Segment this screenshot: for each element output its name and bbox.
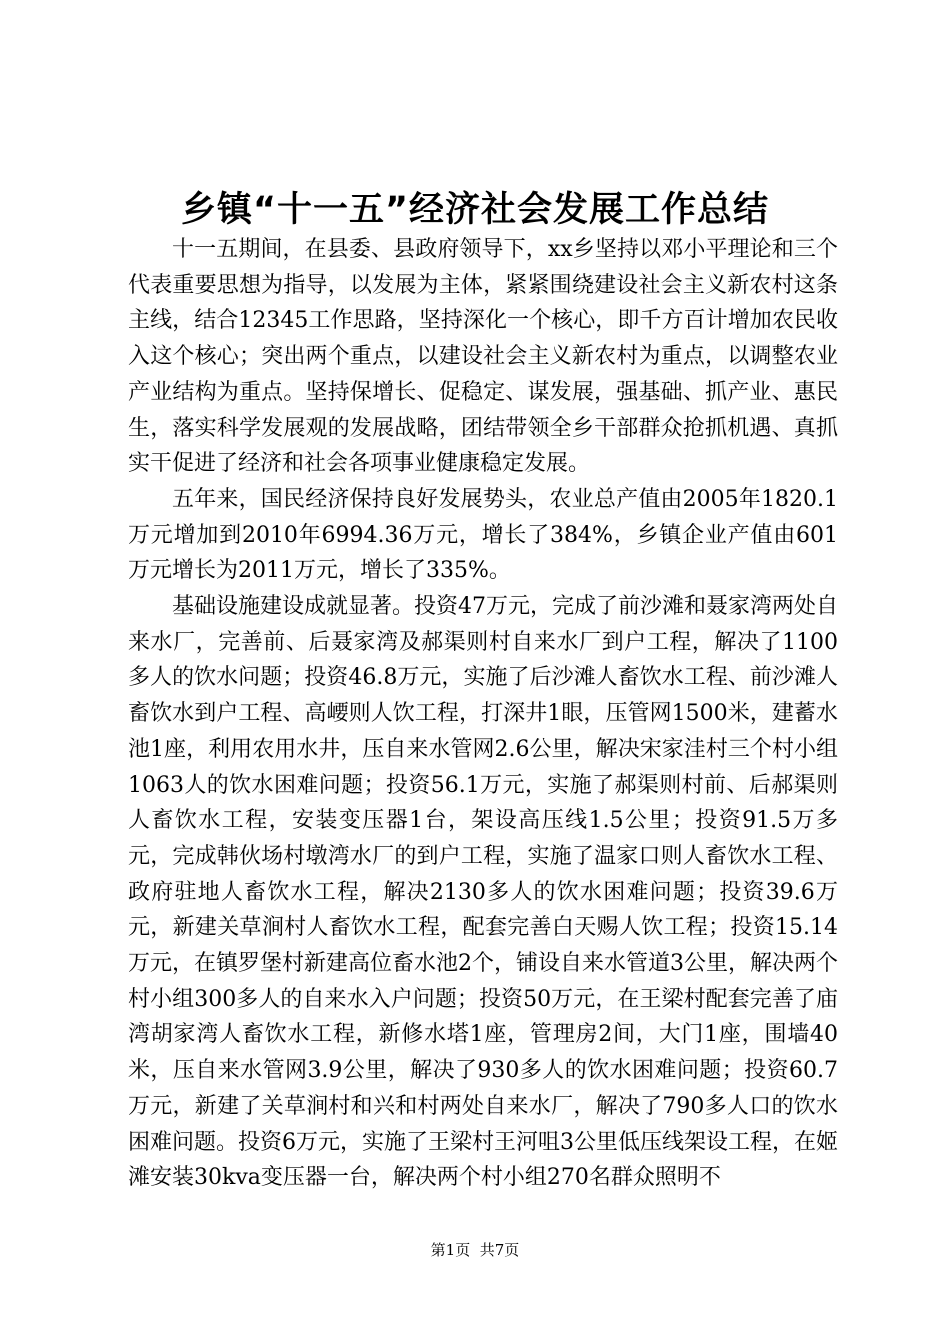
page-total: 共7页 xyxy=(479,1241,520,1259)
paragraph-overview: 十一五期间，在县委、县政府领导下，xx乡坚持以邓小平理论和三个代表重要思想为指导，以发展为主体，紧紧围绕建设社会主义新农村这条主线，结合12345工作思路，坚持深化一个核心，即千方百计增加农民收入这个核心；突出两个重点，以建设社会主义新农村为重点，以调整农业产业结构为重点。坚持保增长、促稳定、谋发展，强基础、抓产业、惠民生，落实科学发展观的发展战略，团结带领全乡干部群众抢抓机遇、真抓实干促进了经济和社会各项事业健康稳定发展。 xyxy=(128,237,838,477)
document-body xyxy=(128,232,838,1196)
paragraph-economy: 五年来，国民经济保持良好发展势头，农业总产值由2005年1820.1万元增加到2010年6994.36万元，增长了384%，乡镇企业产值由601万元增长为2011万元，增长了335%。 xyxy=(128,486,838,584)
page-footer xyxy=(0,1240,950,1260)
paragraph-infrastructure: 基础设施建设成就显著。投资47万元，完成了前沙滩和聂家湾两处自来水厂，完善前、后聂家湾及郝渠则村自来水厂到户工程，解决了1100多人的饮水问题；投资46.8万元，实施了后沙滩人畜饮水工程、前沙滩人畜饮水到户工程、高崾则人饮工程，打深井1眼，压管网1500米，建蓄水池1座，利用农用水井，压自来水管网2.6公里，解决宋家洼村三个村小组1063人的饮水困难问题；投资56.1万元，实施了郝渠则村前、后郝渠则人畜饮水工程，安装变压器1台，架设高压线1.5公里；投资91.5万多元，完成韩伙场村墩湾水厂的到户工程，实施了温家口则人畜饮水工程、政府驻地人畜饮水工程，解决2130多人的饮水困难问题；投资39.6万元，新建关草涧村人畜饮水工程，配套完善白天赐人饮工程；投资15.14万元，在镇罗堡村新建高位畜水池2个，铺设自来水管道3公里，解决两个村小组300多人的自来水入户问题；投资50万元，在王梁村配套完善了庙湾胡家湾人畜饮水工程，新修水塔1座，管理房2间，大门1座，围墙40米，压自来水管网3.9公里，解决了930多人的饮水困难问题；投资60.7万元，新建了关草涧村和兴和村两处自来水厂，解决了790多人口的饮水困难问题。投资6万元，实施了王梁村王河咀3公里低压线架设工程，在姬滩安装30kva变压器一台，解决两个村小组270名群众照明不 xyxy=(128,594,838,1191)
document-title: 乡镇“十一五”经济社会发展工作总结 xyxy=(180,190,769,230)
page-number: 第1页 xyxy=(430,1241,471,1259)
